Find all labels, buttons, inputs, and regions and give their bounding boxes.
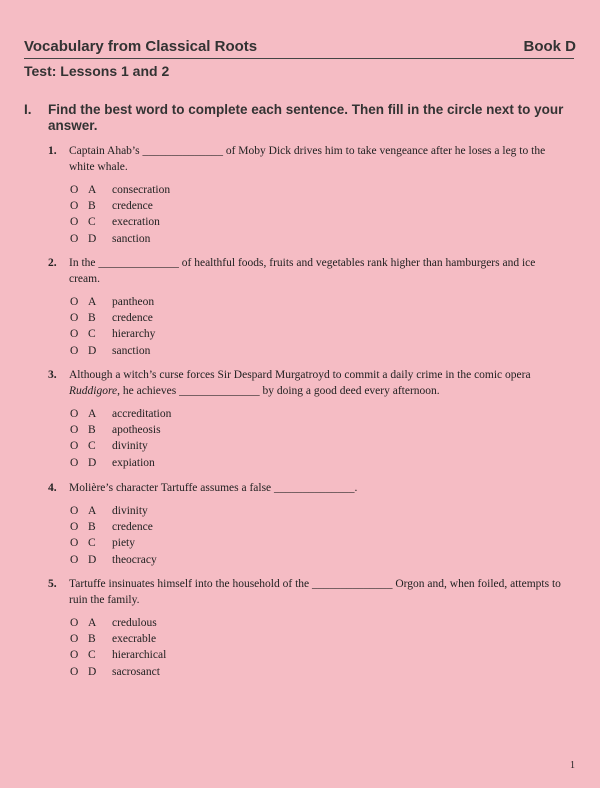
option-letter: A — [88, 617, 97, 629]
answer-option-d[interactable] — [70, 455, 568, 471]
option-text: execrable — [112, 633, 157, 646]
answer-bubble[interactable]: O — [70, 424, 79, 437]
answer-option-d[interactable] — [70, 231, 568, 247]
test-title: Test: Lessons 1 and 2 — [24, 63, 170, 79]
option-text: credulous — [112, 617, 157, 629]
answer-bubble[interactable]: O — [70, 617, 79, 629]
answer-options — [70, 182, 568, 247]
answer-bubble[interactable]: O — [70, 184, 79, 196]
answer-option-a[interactable] — [70, 182, 568, 198]
answer-option-b[interactable] — [70, 631, 568, 647]
option-letter: B — [88, 312, 96, 325]
option-letter: D — [88, 553, 97, 566]
answer-bubble[interactable]: O — [70, 440, 79, 453]
answer-bubble[interactable]: O — [70, 200, 79, 213]
question-stem: Captain Ahab’s ______________ of Moby Dick drives him to take vengeance after he loses a leg to the white whale. — [69, 145, 546, 173]
answer-option-a[interactable] — [70, 615, 568, 631]
option-text: divinity — [112, 440, 148, 453]
answer-option-b[interactable] — [70, 310, 568, 326]
question-number: 5. — [48, 578, 57, 590]
option-letter: C — [88, 216, 96, 229]
question-stem: Tartuffe insinuates himself into the household of the ______________ Orgon and, when foiled, attempts to ruin the family. — [69, 578, 561, 606]
question-stem: Molière’s character Tartuffe assumes a false ______________. — [69, 482, 358, 494]
answer-option-b[interactable] — [70, 519, 568, 535]
answer-option-a[interactable] — [70, 503, 568, 519]
option-text: sacrosanct — [112, 665, 160, 678]
option-letter: B — [88, 424, 96, 437]
answer-bubble[interactable]: O — [70, 408, 79, 420]
answer-bubble[interactable]: O — [70, 456, 79, 469]
answer-options — [70, 406, 568, 471]
option-letter: B — [88, 200, 96, 213]
answer-bubble[interactable]: O — [70, 344, 79, 357]
answer-options — [70, 294, 568, 359]
answer-option-d[interactable] — [70, 552, 568, 568]
answer-bubble[interactable]: O — [70, 553, 79, 566]
option-text: apotheosis — [112, 424, 161, 437]
option-text: pantheon — [112, 296, 155, 308]
answer-option-b[interactable] — [70, 198, 568, 214]
option-text: execration — [112, 216, 160, 229]
answer-option-c[interactable] — [70, 326, 568, 342]
answer-bubble[interactable]: O — [70, 537, 79, 550]
answer-bubble[interactable]: O — [70, 505, 79, 517]
answer-bubble[interactable]: O — [70, 312, 79, 325]
option-letter: A — [88, 408, 97, 420]
option-letter: D — [88, 665, 97, 678]
question-number: 3. — [48, 369, 57, 381]
answer-option-b[interactable] — [70, 422, 568, 438]
page-number: 1 — [570, 760, 575, 771]
option-letter: C — [88, 537, 96, 550]
answer-option-d[interactable] — [70, 664, 568, 680]
question-stem: In the ______________ of healthful foods, fruits and vegetables rank higher than hamburgers and ice cream. — [69, 257, 536, 285]
option-text: sanction — [112, 232, 151, 245]
question-number: 1. — [48, 145, 57, 157]
option-text: consecration — [112, 184, 171, 196]
option-text: hierarchical — [112, 649, 167, 662]
option-letter: A — [88, 296, 97, 308]
option-text: credence — [112, 312, 153, 325]
section-number: I. — [24, 102, 32, 117]
question-number: 2. — [48, 257, 57, 269]
option-letter: C — [88, 328, 96, 341]
option-text: divinity — [112, 505, 148, 517]
answer-option-c[interactable] — [70, 438, 568, 454]
answer-options — [70, 615, 568, 680]
option-text: accreditation — [112, 408, 172, 420]
option-text: hierarchy — [112, 328, 156, 341]
question-3 — [48, 367, 568, 471]
option-letter: D — [88, 232, 97, 245]
answer-option-a[interactable] — [70, 406, 568, 422]
book-series-title: Vocabulary from Classical Roots — [24, 38, 258, 55]
answer-option-d[interactable] — [70, 343, 568, 359]
stem-text-start: Although a witch’s curse forces Sir Despard Murgatroyd to commit a daily crime in the comic opera — [69, 369, 531, 381]
answer-bubble[interactable]: O — [70, 232, 79, 245]
stem-text-end: , he achieves ______________ by doing a good deed every afternoon. — [117, 385, 440, 397]
answer-option-c[interactable] — [70, 214, 568, 230]
option-letter: D — [88, 456, 97, 469]
option-text: sanction — [112, 344, 151, 357]
answer-bubble[interactable]: O — [70, 216, 79, 229]
page-header — [24, 38, 576, 55]
answer-bubble[interactable]: O — [70, 649, 79, 662]
answer-option-a[interactable] — [70, 294, 568, 310]
option-letter: A — [88, 184, 97, 196]
option-letter: B — [88, 633, 96, 646]
answer-bubble[interactable]: O — [70, 328, 79, 341]
option-letter: B — [88, 521, 96, 534]
option-letter: D — [88, 344, 97, 357]
answer-bubble[interactable]: O — [70, 665, 79, 678]
answer-bubble[interactable]: O — [70, 521, 79, 534]
book-label: Book D — [523, 38, 576, 55]
option-letter: C — [88, 440, 96, 453]
opera-title: Ruddigore — [69, 385, 118, 397]
question-5 — [48, 576, 568, 680]
answer-bubble[interactable]: O — [70, 296, 79, 308]
option-text: piety — [112, 537, 135, 550]
option-letter: C — [88, 649, 96, 662]
answer-option-c[interactable] — [70, 535, 568, 551]
header-rule — [24, 58, 574, 59]
question-4 — [48, 480, 568, 568]
answer-option-c[interactable] — [70, 647, 568, 663]
question-1 — [48, 143, 568, 247]
question-2 — [48, 255, 568, 359]
instructions-text: Find the best word to complete each sentence. Then fill in the circle next to your answer. — [48, 102, 564, 133]
option-text: theocracy — [112, 553, 157, 566]
question-number: 4. — [48, 482, 57, 494]
option-letter: A — [88, 505, 97, 517]
option-text: expiation — [112, 456, 155, 469]
question-stem — [69, 367, 568, 399]
option-text: credence — [112, 521, 153, 534]
section-instructions — [24, 102, 564, 134]
option-text: credence — [112, 200, 153, 213]
answer-options — [70, 503, 568, 568]
answer-bubble[interactable]: O — [70, 633, 79, 646]
